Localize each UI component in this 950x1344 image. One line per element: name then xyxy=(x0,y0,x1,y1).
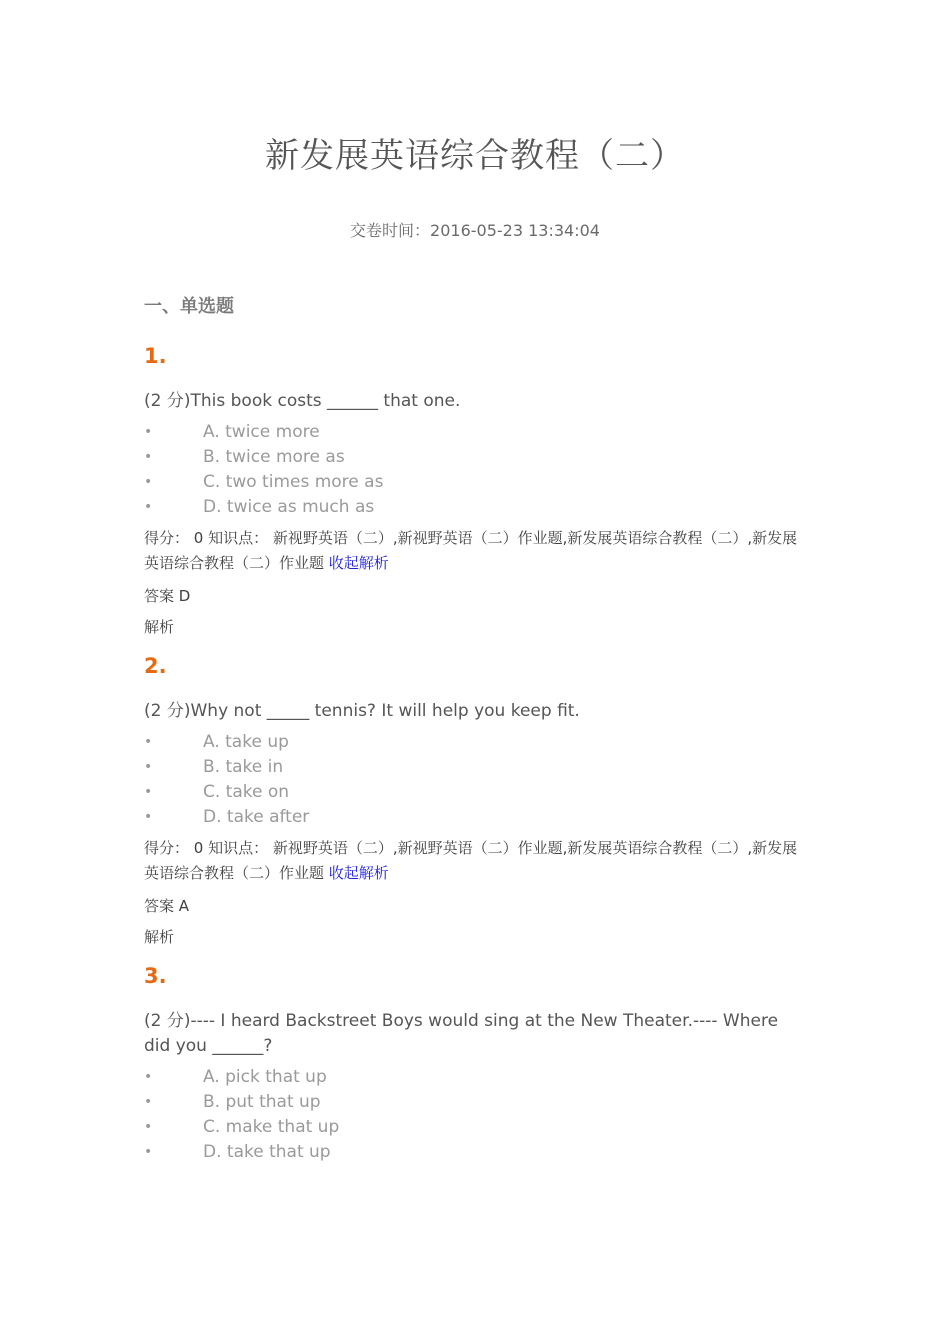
answer-text: 答案 A xyxy=(144,897,190,915)
answer-text: 答案 D xyxy=(144,587,191,605)
option-label: A. take up xyxy=(203,732,289,752)
bullet-icon: • xyxy=(144,784,153,800)
option-label: A. twice more xyxy=(203,422,320,442)
analysis-label: 解析 xyxy=(144,928,175,946)
question-number: 3. xyxy=(144,964,167,988)
option-label: C. two times more as xyxy=(203,472,384,492)
score-knowledge xyxy=(144,836,808,886)
score-knowledge xyxy=(144,526,808,576)
option-label: C. take on xyxy=(203,782,290,802)
option-label: D. take after xyxy=(203,807,310,827)
bullet-icon: • xyxy=(144,424,153,440)
analysis-label: 解析 xyxy=(144,618,175,636)
bullet-icon: • xyxy=(144,1069,153,1085)
score-text: 得分： 0 知识点： 新视野英语（二）,新视野英语（二）作业题,新发展英语综合教程（二）,新发展英语综合教程（二）作业题 xyxy=(144,839,798,882)
option-label: C. make that up xyxy=(203,1117,340,1137)
option-label: B. put that up xyxy=(203,1092,321,1112)
collapse-analysis-link[interactable]: 收起解析 xyxy=(328,864,389,882)
score-text: 得分： 0 知识点： 新视野英语（二）,新视野英语（二）作业题,新发展英语综合教程（二）,新发展英语综合教程（二）作业题 xyxy=(144,529,798,572)
question-stem: (2 分)---- I heard Backstreet Boys would sing at the New Theater.---- Where did you ______? xyxy=(144,1011,779,1056)
bullet-icon: • xyxy=(144,1119,153,1135)
bullet-icon: • xyxy=(144,1094,153,1110)
bullet-icon: • xyxy=(144,449,153,465)
collapse-analysis-link[interactable]: 收起解析 xyxy=(328,554,389,572)
option-label: D. twice as much as xyxy=(203,497,375,517)
bullet-icon: • xyxy=(144,1144,153,1160)
question-number: 2. xyxy=(144,654,167,678)
page-title: 新发展英语综合教程（二） xyxy=(265,136,685,176)
option-label: D. take that up xyxy=(203,1142,331,1162)
question-number: 1. xyxy=(144,344,167,368)
bullet-icon: • xyxy=(144,809,153,825)
bullet-icon: • xyxy=(144,499,153,515)
option-label: B. twice more as xyxy=(203,447,345,467)
bullet-icon: • xyxy=(144,734,153,750)
submit-time: 交卷时间：2016-05-23 13:34:04 xyxy=(350,221,600,240)
section-title: 一、单选题 xyxy=(144,296,234,317)
question-stem: (2 分)Why not _____ tennis? It will help you keep fit. xyxy=(144,701,580,721)
option-label: B. take in xyxy=(203,757,284,777)
bullet-icon: • xyxy=(144,759,153,775)
option-label: A. pick that up xyxy=(203,1067,327,1087)
bullet-icon: • xyxy=(144,474,153,490)
question-stem: (2 分)This book costs ______ that one. xyxy=(144,391,461,411)
